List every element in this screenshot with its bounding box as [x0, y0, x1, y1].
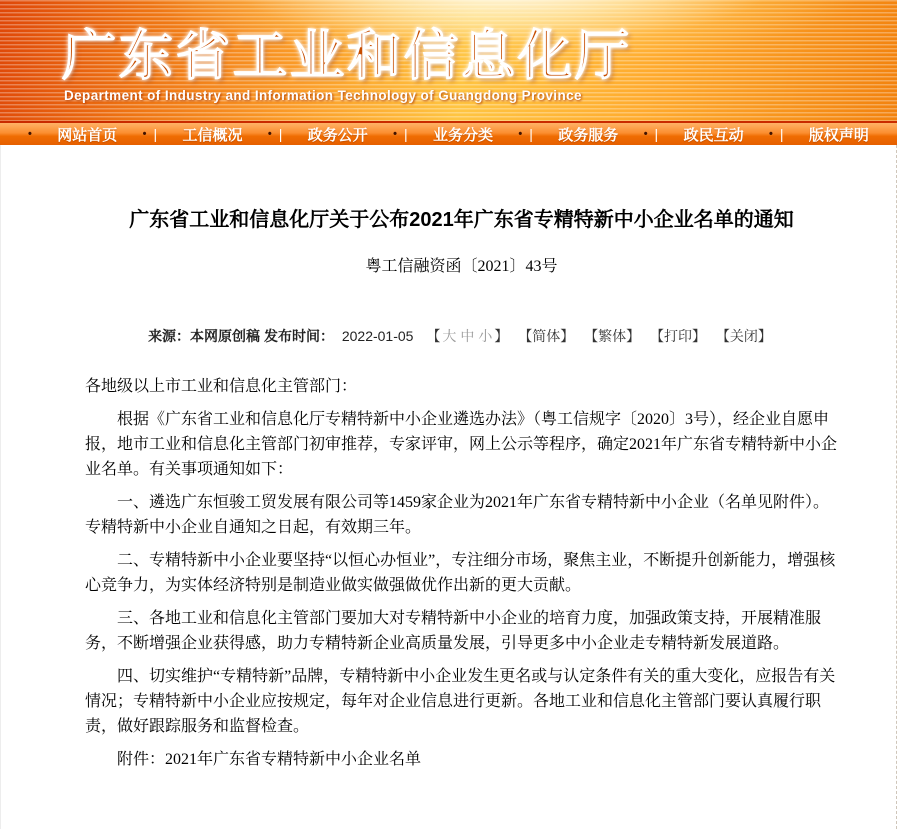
bracket: 】: [494, 328, 509, 344]
article: [85, 207, 838, 772]
nav-item-gov-disclosure[interactable]: 政务公开: [307, 126, 368, 144]
bullet-icon: •: [768, 128, 773, 140]
traditional-chinese-button[interactable]: 【繁体】: [584, 328, 641, 344]
close-button[interactable]: 【关闭】: [715, 328, 772, 344]
paragraph: 四、切实维护“专精特新”品牌，专精特新中小企业发生更名或与认定条件有关的重大变化，应报告有关情况；专精特新中小企业应按规定，每年对企业信息进行更新。各地工业和信息化主管部门要认真履行职责，做好跟踪服务和监督检查。: [85, 668, 836, 735]
bracket: 【: [426, 328, 441, 344]
bullet-icon: •: [267, 128, 272, 140]
nav-separator: [518, 126, 533, 142]
font-size-large-button[interactable]: 大: [442, 328, 457, 344]
pipe-separator: |: [529, 126, 533, 142]
paragraph: 根据《广东省工业和信息化厅专精特新中小企业遴选办法》（粤工信规字〔2020〕3号），经企业自愿申报，地市工业和信息化主管部门初审推荐，专家评审，网上公示等程序，确定2021年广东省专精特新中小企业名单。有关事项通知如下：: [85, 411, 838, 478]
nav-separator: [268, 126, 283, 142]
paragraph: 一、遴选广东恒骏工贸发展有限公司等1459家企业为2021年广东省专精特新中小企业（名单见附件）。专精特新中小企业自通知之日起，有效期三年。: [85, 494, 830, 536]
pipe-separator: |: [153, 126, 158, 142]
salutation: 各地级以上市工业和信息化主管部门：: [85, 378, 358, 395]
nav-item-home[interactable]: 网站首页: [57, 126, 118, 144]
paragraph: 三、各地工业和信息化主管部门要加大对专精特新中小企业的培育力度，加强政策支持，开展精准服务，不断增强企业获得感，助力专精特新企业高质量发展，引导更多中小企业走专精特新发展道路。: [85, 610, 822, 652]
attachment-line: 附件：2021年广东省专精特新中小企业名单: [117, 751, 422, 768]
site-subtitle-en: Department of Industry and Information Technology of Guangdong Province: [64, 88, 582, 103]
font-size-medium-button[interactable]: 中: [460, 328, 475, 344]
nav-separator: [769, 126, 784, 142]
nav-item-gov-services[interactable]: 政务服务: [558, 126, 619, 144]
nav-item-business[interactable]: 业务分类: [433, 126, 494, 144]
doc-number: 粤工信融资函〔2021〕43号: [365, 258, 558, 275]
pipe-separator: |: [404, 126, 408, 142]
page-title: 广东省工业和信息化厅关于公布2021年广东省专精特新中小企业名单的通知: [129, 209, 794, 231]
nav-item-interaction[interactable]: 政民互动: [683, 126, 744, 144]
article-body: [85, 374, 838, 772]
pipe-separator: |: [278, 126, 283, 142]
main-nav: [0, 121, 897, 145]
font-size-controls: [426, 328, 508, 344]
bullet-icon: •: [142, 128, 147, 140]
pipe-separator: |: [779, 126, 784, 142]
article-meta: [85, 326, 838, 346]
bullet-icon: •: [643, 128, 648, 140]
publish-date: 2022-01-05: [341, 328, 414, 344]
source-label: 来源：本网原创稿: [148, 328, 261, 344]
paragraph: 二、专精特新中小企业要坚持“以恒心办恒业”，专注细分市场，聚焦主业，不断提升创新能力，增强核心竞争力，为实体经济特别是制造业做实做强做优作出新的更大贡献。: [85, 552, 836, 594]
site-title: 广东省工业和信息化厅: [62, 26, 632, 86]
site-header: [0, 0, 897, 145]
bullet-icon: •: [518, 128, 523, 140]
print-button[interactable]: 【打印】: [650, 328, 707, 344]
nav-item-overview[interactable]: 工信概况: [182, 126, 243, 144]
nav-separator: [393, 126, 408, 142]
nav-item-copyright[interactable]: 版权声明: [808, 126, 869, 144]
banner: [0, 0, 897, 121]
content-area: [0, 145, 897, 829]
bullet-icon: •: [393, 128, 398, 140]
font-size-small-button[interactable]: 小: [478, 328, 493, 344]
simplified-chinese-button[interactable]: 【简体】: [518, 328, 575, 344]
pipe-separator: |: [654, 126, 659, 142]
nav-separator: [143, 126, 158, 142]
nav-separator: [644, 126, 659, 142]
bullet-icon: •: [28, 128, 32, 140]
publish-time-label: 发布时间：: [263, 328, 334, 344]
